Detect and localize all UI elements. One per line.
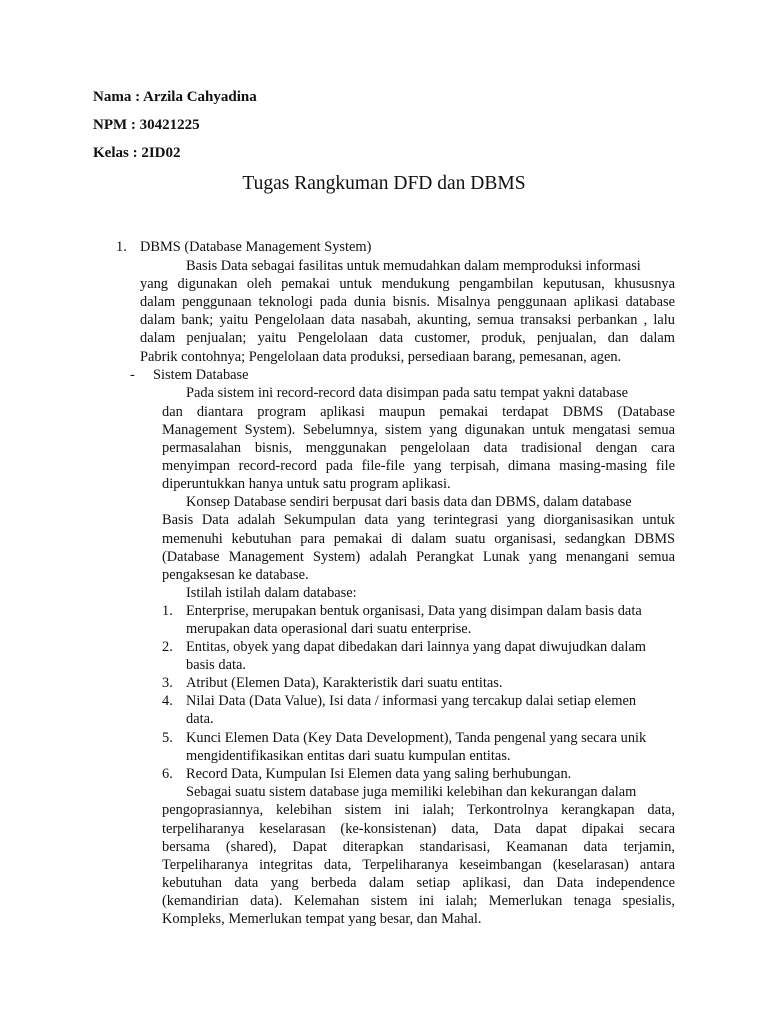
term-number: 3.: [162, 675, 173, 691]
section-heading: DBMS (Database Management System): [140, 239, 372, 255]
paragraph-line: Konsep Database sendiri berpusat dari basis data dan DBMS, dalam database: [186, 494, 632, 510]
paragraph-line: diperuntukkan hanya untuk satu program aplikasi.: [162, 476, 451, 492]
paragraph-line: Basis Data adalah Sekumpulan data yang terintegrasi yang diorganisasikan untuk: [162, 512, 675, 528]
paragraph-line: (kemandirian data). Kelemahan sistem ini ialah; Memerlukan tenaga spesialis,: [162, 893, 675, 909]
term-line: Entitas, obyek yang dapat dibedakan dari lainnya yang dapat diwujudkan dalam: [186, 639, 646, 655]
paragraph-line: pengoprasiannya, kelebihan sistem ini ialah; Terkontrolnya kerangkapan data,: [162, 802, 675, 818]
term-number: 5.: [162, 730, 173, 746]
paragraph-line: dalam bank; yaitu Pengelolaan data nasabah, akunting, semua transaksi perbankan , lalu: [140, 312, 675, 328]
document-title: Tugas Rangkuman DFD dan DBMS: [242, 173, 526, 194]
paragraph-line: Pada sistem ini record-record data disimpan pada satu tempat yakni database: [186, 385, 628, 401]
paragraph-line: Sebagai suatu sistem database juga memiliki kelebihan dan kekurangan dalam: [186, 784, 637, 800]
paragraph-line: terpeliharanya keselarasan (ke-konsistenan) data, Data dapat dipakai secara: [162, 821, 675, 837]
term-number: 6.: [162, 766, 173, 782]
paragraph-line: (Database Management System) adalah Perangkat Lunak yang menangani semua: [162, 549, 675, 565]
paragraph-line: pengaksesan ke database.: [162, 567, 309, 583]
paragraph-line: bersama (shared), Dapat diterapkan standarisasi, Keamanan data terjamin,: [162, 839, 675, 855]
section-number: 1.: [116, 239, 127, 255]
subsection-bullet: -: [130, 367, 135, 383]
term-line: basis data.: [186, 657, 246, 673]
term-line: Record Data, Kumpulan Isi Elemen data yang saling berhubungan.: [186, 766, 572, 782]
term-number: 4.: [162, 693, 173, 709]
term-line: merupakan data operasional dari suatu enterprise.: [186, 621, 472, 637]
term-number: 2.: [162, 639, 173, 655]
paragraph-line: kebutuhan data yang berbeda dalam setiap aplikasi, dan Data independence: [162, 875, 675, 891]
paragraph-line: menyimpan record-record pada file-file yang terpisah, dimana masing-masing file: [162, 458, 675, 474]
paragraph-line: dalam penjualan; yaitu Pengelolaan data customer, produk, penjualan, dan dalam: [140, 330, 675, 346]
term-line: Nilai Data (Data Value), Isi data / informasi yang tercakup dalai setiap elemen: [186, 693, 637, 709]
paragraph-line: Kompleks, Memerlukan tempat yang besar, dan Mahal.: [162, 911, 482, 927]
term-line: mengidentifikasikan entitas dari suatu kumpulan entitas.: [186, 748, 511, 764]
term-line: Enterprise, merupakan bentuk organisasi, Data yang disimpan dalam basis data: [186, 603, 642, 619]
term-line: Atribut (Elemen Data), Karakteristik dari suatu entitas.: [186, 675, 503, 691]
paragraph-line: permasalahan bisnis, menggunakan pengelolaan data tradisional dengan cara: [162, 440, 675, 456]
paragraph-line: memenuhi kebutuhan para pemakai di dalam suatu organisasi, sedangkan DBMS: [162, 531, 675, 547]
subsection-heading: Sistem Database: [153, 367, 249, 383]
paragraph-line: yang digunakan oleh pemakai untuk mendukung pengambilan keputusan, khususnya: [140, 276, 675, 292]
paragraph-line: dan diantara program aplikasi maupun pemakai terdapat DBMS (Database: [162, 404, 675, 420]
paragraph-line: Management System). Sebelumnya, sistem yang digunakan untuk mengatasi semua: [162, 422, 675, 438]
term-number: 1.: [162, 603, 173, 619]
student-npm: NPM : 30421225: [93, 117, 200, 133]
paragraph-line: Basis Data sebagai fasilitas untuk memudahkan dalam memproduksi informasi: [186, 258, 641, 274]
term-line: data.: [186, 711, 214, 727]
paragraph-line: dalam penggunaan teknologi pada dunia bisnis. Misalnya penggunaan aplikasi database: [140, 294, 675, 310]
terms-intro: Istilah istilah dalam database:: [186, 585, 357, 601]
term-line: Kunci Elemen Data (Key Data Development), Tanda pengenal yang secara unik: [186, 730, 647, 746]
paragraph-line: Pabrik contohnya; Pengelolaan data produksi, persediaan barang, pemesanan, agen.: [140, 349, 622, 365]
student-name: Nama : Arzila Cahyadina: [93, 89, 257, 105]
student-class: Kelas : 2ID02: [93, 145, 181, 161]
paragraph-line: Terpeliharanya integritas data, Terpeliharanya keseimbangan (keselarasan) antara: [162, 857, 675, 873]
